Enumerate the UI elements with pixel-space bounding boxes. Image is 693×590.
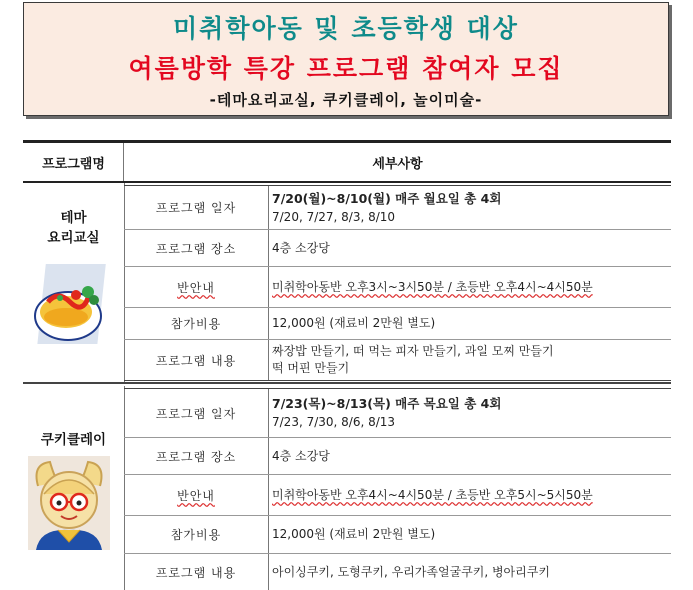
label-fee: 참가비용	[170, 528, 222, 542]
value-program-place: 4층 소강당	[272, 240, 330, 255]
label-program-date: 프로그램 일자	[155, 406, 237, 421]
program-name-line: 테마	[60, 210, 87, 226]
value-class-info	[272, 475, 668, 515]
column-header-details: 세부사항	[372, 156, 423, 172]
group2-mid-divider	[268, 388, 269, 590]
group1-inner-bottom	[124, 380, 671, 381]
value-program-date	[272, 186, 668, 229]
label-class-info	[124, 475, 268, 515]
column-header-program: 프로그램명	[42, 156, 105, 172]
value-class-info	[272, 267, 668, 307]
value-content	[272, 340, 668, 380]
header-divider	[123, 143, 124, 181]
content-line: 떡 머핀 만들기	[272, 361, 350, 375]
group-separator	[23, 382, 671, 384]
program-name-cookie-clay: 쿠키클레이	[40, 432, 107, 448]
value-fee: 12,000원 (재료비 2만원 별도)	[272, 527, 436, 541]
label-program-date: 프로그램 일자	[155, 201, 237, 215]
label-program-place: 프로그램 장소	[155, 241, 237, 256]
date-range: 7/20(월)~8/10(월) 매주 월요일 총 4회	[272, 190, 502, 206]
value-program-place: 4층 소강당	[272, 448, 330, 463]
label-fee: 참가비용	[170, 317, 222, 331]
label-program-place: 프로그램 장소	[155, 449, 237, 464]
label-content: 프로그램 내용	[155, 353, 237, 368]
date-list: 7/23, 7/30, 8/6, 8/13	[272, 415, 396, 429]
program-name-line: 요리교실	[47, 230, 100, 246]
cookie-face-illustration	[28, 456, 110, 550]
label-text: 반안내	[177, 280, 215, 295]
value-program-date	[272, 389, 668, 437]
group1-mid-divider	[268, 185, 269, 380]
class-times: 미취학아동반 오후4시~4시50분 / 초등반 오후5시~5시50분	[272, 487, 593, 502]
value-fee: 12,000원 (재료비 2만원 별도)	[272, 316, 436, 330]
date-list: 7/20, 7/27, 8/3, 8/10	[272, 209, 396, 224]
banner-title-main: 여름방학 특강 프로그램 참여자 모집	[128, 54, 564, 83]
table-header-rule	[23, 181, 671, 183]
content-line: 짜장밥 만들기, 떠 먹는 피자 만들기, 과일 모찌 만들기	[272, 344, 554, 358]
label-text: 반안내	[177, 488, 215, 503]
banner-subtitle: -테마요리교실, 쿠키클레이, 놀이미술-	[209, 91, 483, 109]
program-name-cooking	[23, 208, 124, 248]
value-content: 아이싱쿠키, 도형쿠키, 우리가족얼굴쿠키, 병아리쿠키	[272, 564, 550, 579]
class-times: 미취학아동반 오후3시~3시50분 / 초등반 오후4시~4시50분	[272, 279, 593, 294]
omelette-rice-illustration	[30, 262, 110, 348]
banner-title-target: 미취학아동 및 초등학생 대상	[173, 14, 519, 43]
date-range: 7/23(목)~8/13(목) 매주 목요일 총 4회	[272, 396, 502, 411]
label-content: 프로그램 내용	[155, 565, 237, 580]
header-banner	[23, 2, 669, 116]
label-class-info	[124, 267, 268, 307]
